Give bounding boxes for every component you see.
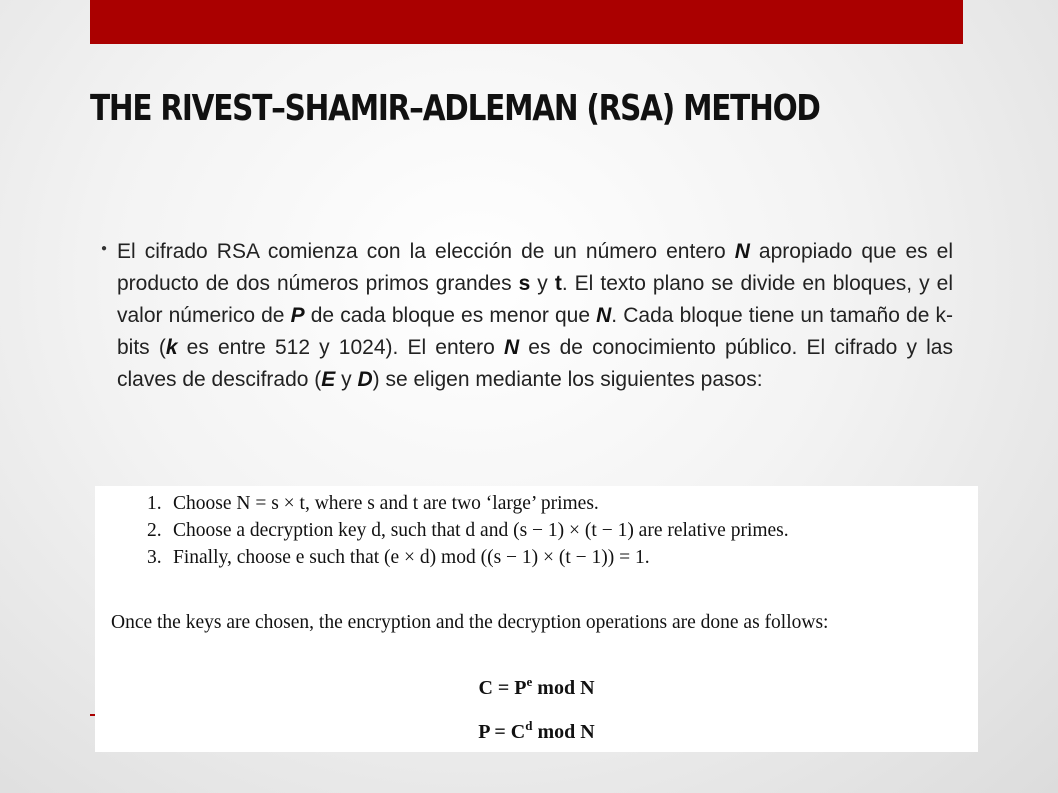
symbol-n: N [503,336,520,359]
step-number: 3. [147,547,162,568]
step-text: Finally, choose e such that (e × d) mod ((s − 1) × (t − 1)) = 1. [173,547,650,568]
text-run: El cifrado RSA comienza con la elección de un número entero [117,240,735,263]
symbol-d: D [357,368,373,391]
step-item [147,517,789,544]
text-run: apropiado que es el producto de dos números primos grandes [117,240,954,295]
symbol-n: N [596,304,612,327]
slide-title: THE RIVEST–SHAMIR–ADLEMAN (RSA) METHOD [90,88,820,129]
formula-exponent: d [525,718,533,733]
step-text: Choose a decryption key d, such that d and (s − 1) × (t − 1) are relative primes. [173,520,789,541]
formula-rhs: mod N [532,721,595,743]
decryption-formula [95,718,978,744]
step-item [147,490,789,517]
bullet-item [101,236,954,396]
top-accent-bar [90,0,963,44]
text-run: . Cada bloque tiene un tamaño de k-bits ( [117,304,953,359]
formula-lhs: C = P [478,677,527,699]
text-run: de cada bloque es menor que [304,304,597,327]
text-run: es entre 512 y 1024). El entero [177,336,504,359]
symbol-t: t [554,272,562,295]
symbol-p: P [290,304,305,327]
step-number: 2. [147,520,162,541]
encryption-formula [95,674,978,700]
symbol-e: E [321,368,336,391]
symbol-n: N [734,240,750,263]
bullet-dot-icon: ● [101,243,108,254]
formula-rhs: mod N [532,677,595,699]
step-text: Choose N = s × t, where s and t are two ‘large’ primes. [173,493,599,514]
bullet-text [117,236,953,396]
symbol-k: k [165,336,178,359]
formula-exponent: e [526,674,533,689]
text-run: es de conocimiento público. El cifrado y las claves de descifrado ( [117,336,953,391]
formula-lhs: P = C [478,721,526,743]
rsa-steps-figure [95,486,978,752]
steps-list [147,490,789,571]
text-run: ) se eligen mediante los siguientes pasos: [372,368,763,391]
symbol-s: s [518,272,531,295]
step-item [147,544,789,571]
bullet-list [101,236,954,396]
text-run: y [530,272,555,295]
text-run: y [335,368,358,391]
text-run: . El texto plano se divide en bloques, y el valor númerico de [117,272,953,327]
step-number: 1. [147,493,162,514]
operations-intro: Once the keys are chosen, the encryption and the decryption operations are done as follows: [111,612,829,633]
